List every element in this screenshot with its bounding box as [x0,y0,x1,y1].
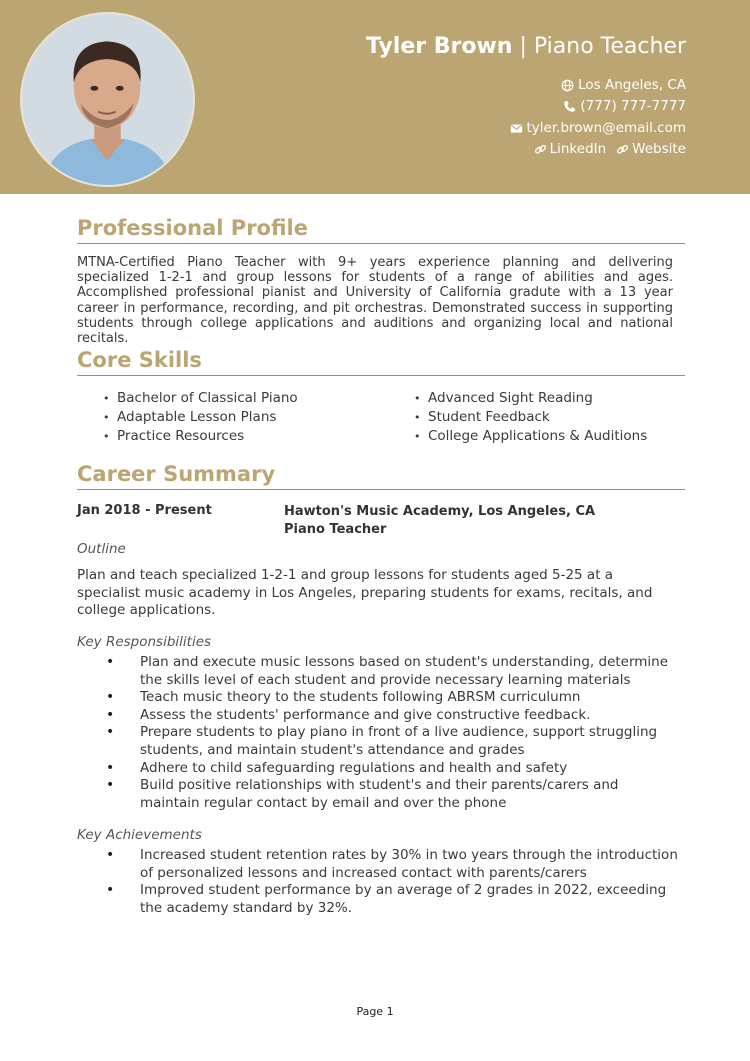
linkedin-link[interactable] [534,141,607,157]
section-title-skills: Core Skills [77,347,685,376]
link-icon [616,143,629,156]
page-number: Page 1 [356,1005,394,1018]
profile-photo [20,12,195,187]
skills-list-left [103,389,298,446]
name-separator: | [512,34,534,59]
responsibility-item: • Teach music theory to the students following ABRSM curriculumn [140,689,680,707]
skill-item: • Advanced Sight Reading [414,389,647,408]
link-icon [534,143,547,156]
email-link[interactable]: tyler.brown@email.com [526,120,686,136]
responsibilities-list [140,654,680,812]
envelope-icon [510,122,523,135]
contact-phone [563,98,686,114]
phone-text[interactable]: (777) 777-7777 [580,98,686,114]
globe-icon [561,79,574,92]
contact-location [561,77,686,93]
achievements-list [140,847,680,917]
achievements-heading: Key Achievements [77,827,202,843]
responsibilities-heading: Key Responsibilities [77,634,212,650]
job-outline: Plan and teach specialized 1-2-1 and group lessons for students aged 5-25 at a specialist music academy in Los Angeles, preparing students for exams, recitals, and college applications. [77,567,653,619]
responsibility-item: • Build positive relationships with student's and their parents/carers and maintain regular contact by email and over the phone [140,777,680,812]
website-link[interactable] [616,141,686,157]
skill-item: • Practice Resources [103,427,298,446]
job-role: Piano Teacher [533,34,686,59]
contact-links [528,141,686,157]
skill-item: • Adaptable Lesson Plans [103,408,298,427]
contact-email [510,120,686,136]
outline-heading: Outline [77,541,126,557]
skill-item: • Bachelor of Classical Piano [103,389,298,408]
section-title-career: Career Summary [77,461,685,490]
job-dates: Jan 2018 - Present [77,503,212,518]
linkedin-label: LinkedIn [549,141,607,157]
phone-icon [563,100,576,113]
job-position: Piano Teacher [284,522,387,537]
header-banner [0,0,750,194]
achievement-item: • Increased student retention rates by 30% in two years through the introduction of personalized lessons and increased contact with parents/carers [140,847,680,882]
skills-list-right [414,389,647,446]
responsibility-item: • Assess the students' performance and give constructive feedback. [140,707,680,725]
job-company: Hawton's Music Academy, Los Angeles, CA [284,504,596,519]
responsibility-item: • Adhere to child safeguarding regulations and health and safety [140,760,680,778]
name-title [366,34,686,59]
section-title-profile: Professional Profile [77,215,685,244]
responsibility-item: • Plan and execute music lessons based on student's understanding, determine the skills level of each student and provide necessary learning materials [140,654,680,689]
responsibility-item: • Prepare students to play piano in front of a live audience, support struggling students, and maintain student's attendance and grades [140,724,680,759]
website-label: Website [632,141,686,157]
skill-item: • Student Feedback [414,408,647,427]
achievement-item: • Improved student performance by an average of 2 grades in 2022, exceeding the academy standard by 32%. [140,882,680,917]
skill-item: • College Applications & Auditions [414,427,647,446]
profile-summary: MTNA-Certified Piano Teacher with 9+ years experience planning and delivering specialized 1-2-1 and group lessons for students of a range of abilities and ages. Accomplished professional pianist and University of California gradute with a 13 year career in performance, recording, and pit orchestras. Demonstrated success in supporting students through college applications and auditions and organizing local and national recitals. [77,255,673,347]
location-text: Los Angeles, CA [578,77,686,93]
person-name: Tyler Brown [366,34,513,59]
